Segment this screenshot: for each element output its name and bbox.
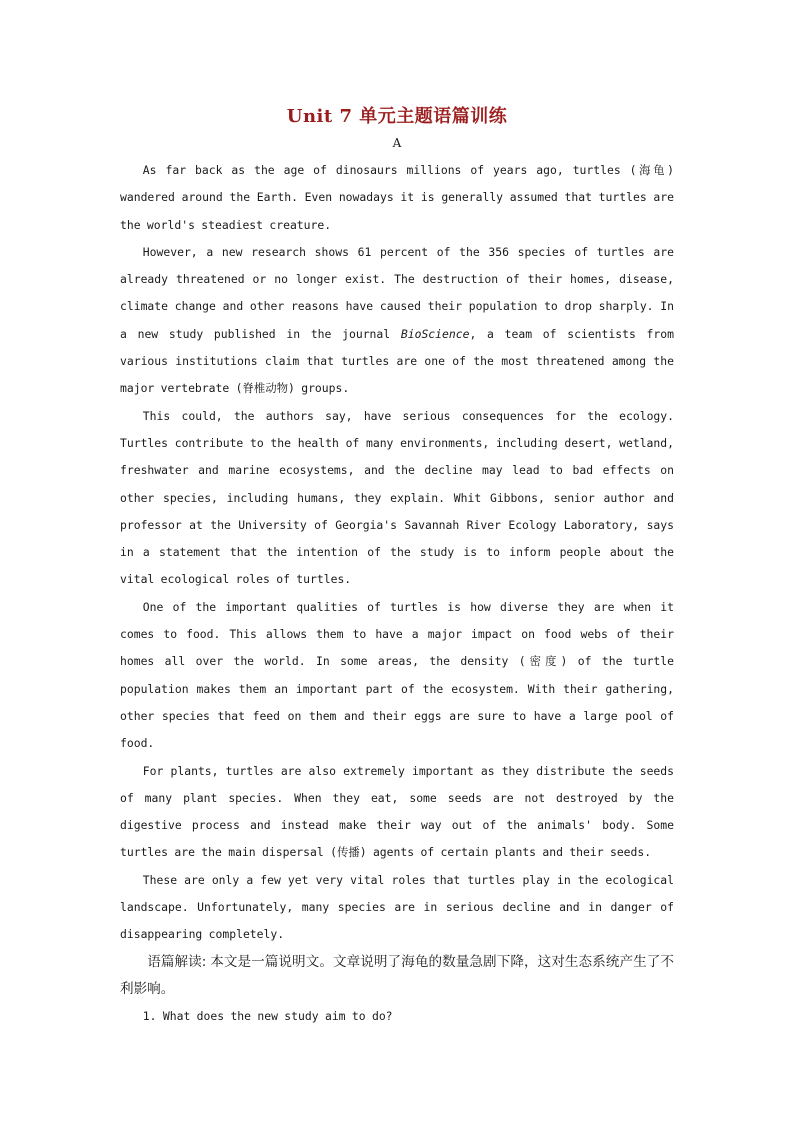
paragraph-4: One of the important qualities of turtles is how diverse they are when it comes to food. This allows them to have a major impact on food webs of their homes all over the world. In some areas, the density (密度) of the turtle population makes them an important part of the ecosystem. With their gathering, other species that feed on them and their eggs are sure to have a large pool of food.	[120, 599, 674, 751]
paragraph-1: As far back as the age of dinosaurs millions of years ago, turtles (海龟) wandered around the Earth. Even nowadays it is generally assumed that turtles are the world's steadiest creature.	[120, 163, 674, 232]
passage-analysis: 语篇解读: 本文是一篇说明文。文章说明了海龟的数量急剧下降，这对生态系统产生了不利影响。	[120, 953, 674, 997]
paragraph-6: These are only a few yet very vital roles that turtles play in the ecological landscape. Unfortunately, many species are in serious decline and in danger of disappearing completely.	[120, 872, 674, 942]
paragraph-5: For plants, turtles are also extremely important as they distribute the seeds of many plant species. When they eat, some seeds are not destroyed by the digestive process and instead make their way out of the animals' body. Some turtles are the main dispersal (传播) agents of certain plants and their seeds.	[120, 763, 674, 860]
section-label: A	[392, 136, 402, 150]
page-title: Unit 7 单元主题语篇训练	[286, 106, 508, 127]
paragraph-3: This could, the authors say, have serious consequences for the ecology. Turtles contribute to the health of many environments, including desert, wetland, freshwater and marine ecosystems, and the decline may lead to bad effects on other species, including humans, they explain. Whit Gibbons, senior author and professor at the University of Georgia's Savannah River Ecology Laboratory, says in a statement that the intention of the study is to inform people about the vital ecological roles of turtles.	[120, 408, 674, 587]
paragraph-2: However, a new research shows 61 percent of the 356 species of turtles are already threatened or no longer exist. The destruction of their homes, disease, climate change and other reasons have caused their population to drop sharply. In a new study published in the journal BioScience, a team of scientists from various institutions claim that turtles are one of the most threatened among the major vertebrate (脊椎动物) groups.	[120, 244, 674, 396]
question-1: 1. What does the new study aim to do?	[142, 1009, 393, 1024]
